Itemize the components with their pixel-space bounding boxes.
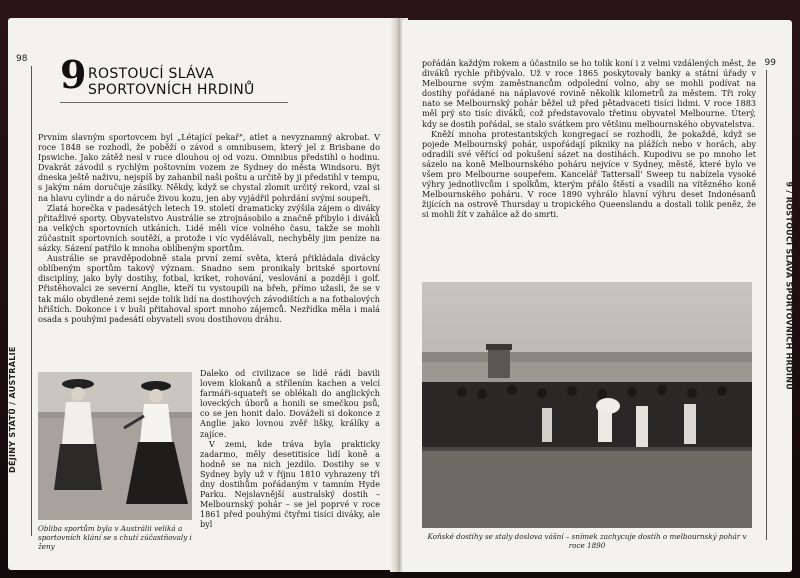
photo-illustration bbox=[422, 282, 752, 528]
chapter-number: 9 bbox=[60, 52, 87, 97]
page-number: 99 bbox=[764, 58, 776, 68]
chapter-title-line2: SPORTOVNÍCH HRDINŮ bbox=[88, 82, 255, 98]
race-crowd-photo bbox=[422, 282, 752, 528]
women-sport-photo bbox=[38, 372, 192, 520]
body-text bbox=[38, 132, 380, 324]
body-text bbox=[422, 58, 756, 220]
left-page bbox=[8, 18, 396, 570]
side-label: 9 / ROSTOUCÍ SLÁVA SPORTOVNÍCH HRDINŮ bbox=[785, 181, 794, 390]
paragraph: V zemi, kde tráva byla prakticky zadarmo, měly desetitisíce lidí koně a hodně se na nich jezdilo. Dostihy se v Sydney byly už v říjnu 1810 vyhrazeny tři dny dostihům pořádaným v tamním Hyde Parku. Nejslavnější australský dostih – Melbournský pohár – se jel poprvé v roce 1861 před pouhými čtyřmi tisíci diváky, ale byl bbox=[200, 438, 380, 530]
paragraph: Zlatá horečka v padesátých letech 19. století dramaticky zvýšila zájem o diváky přitažlivé sporty. Obyvatelstvo Austrálie se ztrojnásobilo a značně přibylo i diváků na velkých sportovních utkáních. Lidé měli více volného času, takže se mohli zúčastnit sportovních soutěží, a protože i víc vydělávali, nechyběly jim peníze na sázky. Sázení patřilo k mnoha oblíbeným sportům. bbox=[38, 202, 380, 254]
column-text bbox=[200, 368, 380, 530]
chapter-underline bbox=[60, 102, 288, 103]
page-number: 98 bbox=[16, 54, 28, 64]
photo-caption: Koňské dostihy se staly doslova vášní – snímek zachycuje dostih o melbournský pohár v roce 1890 bbox=[427, 532, 747, 550]
right-page bbox=[402, 20, 792, 572]
paragraph: pořádán každým rokem a účastnilo se ho tolik koní i z velmi vzdálených měst, že diváků rychle přibývalo. Už v roce 1865 poskytovaly banky a státní úřady v Melbourne svým zaměstnancům odpolední volno, aby se mohli podívat na dostihy pořádané na náplavové rovině několik kilometrů za městem. Tři roky nato se Melbournský pohár běžel už před pětadvaceti tisíci lidmi. V roce 1883 měl prý sto tisíc diváků, což představovalo třetinu obyvatel Melbourne. Úterý, kdy se dostih pořádal, se stalo svátkem pro většinu melbournského obyvatelstva. bbox=[422, 58, 756, 129]
side-label: DĚJINY STÁTŮ / AUSTRÁLIE bbox=[8, 346, 17, 473]
paragraph: Kněží mnoha protestantských kongregací se rozhodli, že pokaždé, když se pojede Melbournský pohár, uspořádají pikniky na plážích nebo v horách, aby odradili své věřící od pokušení sázet na dostihách. Kupodivu se po mnoho let sázelo na koně Melbournského poháru nejvíce v Sydney, městě, které bylo ve všem pro Melbourne soupeřem. Kancelář Tattersall' Sweep tu nabízela vysoké výhry jednotlivcům i spolkům, kterým přálo štěstí a vsadili na vítězného koně Melbournského poháru. V roce 1890 vyhrálo hlavní výhru deset Indonésanů žijících na ostrově Thursday u tropického Queenslandu a dostali tolik peněz, že si mohli žít v zahálce až do smrti. bbox=[422, 128, 756, 220]
paragraph: Prvním slavným sportovcem byl „Létající pekař", atlet a nevyznamný akrobat. V roce 1848 se rozhodl, že poběží o závod s omnibusem, který jel z Brisbane do Ipswiche. Jako zátěž nesl v ruce dlouhou oj od vozu. Omnibus předstihl o hodinu. Dvakrát závodil s rychlým poštovním vozem ze Sydney do města Windsoru. Být dneska ještě naživu, nejspíš by zahanbil naši poštu a určitě by ji předstihl v tempu, s jakým nám doručuje zásilky. Někdy, když se chystal zlomit určitý rekord, vzal si na hlavu cylindr a do náruče živou kozu, jen aby vyjádřil pohrdání svými soupeři. bbox=[38, 132, 380, 203]
margin-rule bbox=[766, 70, 767, 540]
chapter-title-line1: ROSTOUCÍ SLÁVA bbox=[88, 66, 214, 82]
photo-caption: Obliba sportům byla v Austrálii veliká a sportovních klání se s chutí zúčastňovaly i ženy bbox=[38, 524, 192, 551]
margin-rule bbox=[31, 66, 32, 536]
photo-illustration bbox=[38, 372, 192, 520]
chapter-title bbox=[88, 66, 255, 98]
paragraph: Austrálie se pravděpodobně stala první zemí světa, která přikládala divácky oblíbeným sportům takový význam. Snadno sem pronikaly britské sportovní disciplíny, jako byly dostihy, fotbal, kriket, rohování, veslování a později i golf. Přistěhovalci ze severní Anglie, kteří tu vystoupili na břeh, přímo užasli, že se v tak málo obydlené zemi sejde tolik lidí na dostihových závodištích a na fotbalových hřištích. Dokonce i v buši přitahoval sport mnoho zájemců. Nezřídka měla i malá osada s pouhými padesáti obyvateli svou dostihovou dráhu. bbox=[38, 253, 380, 324]
paragraph: Daleko od civilizace se lidé rádi bavili lovem klokanů a střílením kachen a velcí farmáři-squateři se oblékali do anglických loveckých úborů a honili se smečkou psů, co se jen honit dalo. Dováželi si dokonce z Anglie jako lovnou zvěř lišky, králíky a zajíce. bbox=[200, 368, 380, 439]
